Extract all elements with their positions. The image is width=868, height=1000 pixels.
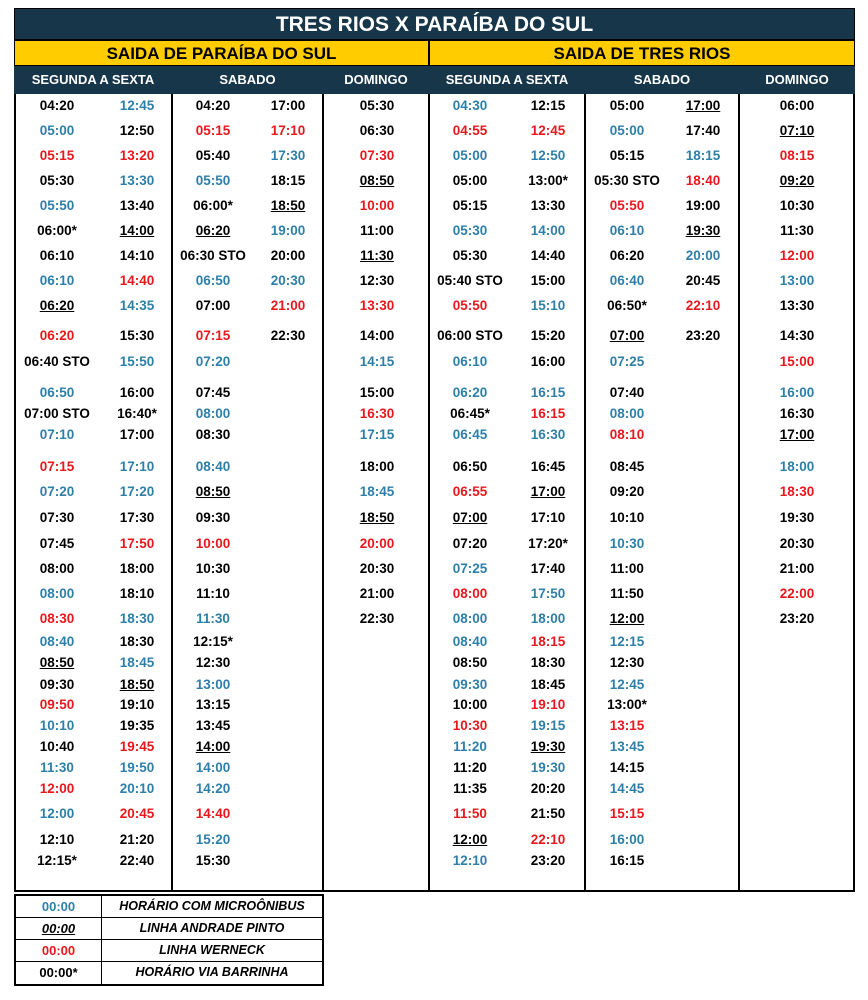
departure-time: 12:50 <box>119 123 155 138</box>
departure-time: 19:15 <box>530 718 566 733</box>
departure-time: 05:15 <box>39 148 75 163</box>
departure-time: 05:50 <box>39 198 75 213</box>
departure-time: 14:00 <box>195 760 231 775</box>
departure-time: 07:45 <box>195 385 231 400</box>
departure-time: 08:00 <box>609 406 645 421</box>
departure-time: 11:30 <box>780 223 814 238</box>
departure-time: 08:50 <box>359 173 395 188</box>
departure-time: 14:10 <box>119 248 155 263</box>
departure-time: 06:30 <box>359 123 395 138</box>
departure-time: 20:30 <box>779 536 815 551</box>
legend <box>14 894 324 986</box>
departure-time: 20:00 <box>359 536 395 551</box>
departure-time: 08:00 <box>195 406 231 421</box>
departure-time: 18:15 <box>270 173 306 188</box>
departure-time: 11:30 <box>360 248 394 263</box>
departure-time: 18:00 <box>779 459 815 474</box>
departure-time: 06:10 <box>39 273 75 288</box>
departure-time: 10:40 <box>39 739 75 754</box>
departure-time: 11:30 <box>196 611 230 626</box>
departure-time: 18:50 <box>270 198 306 213</box>
departure-time: 17:00 <box>779 427 815 442</box>
departure-time: 06:45 <box>452 427 488 442</box>
legend-symbol: 00:00 <box>16 940 102 961</box>
departure-time: 05:50 <box>195 173 231 188</box>
departure-time: 05:30 STO <box>594 173 660 188</box>
departure-time: 08:40 <box>195 459 231 474</box>
departure-time: 05:00 <box>609 123 645 138</box>
departure-time: 10:10 <box>609 510 645 525</box>
departure-time: 19:00 <box>685 198 721 213</box>
departure-time: 14:00 <box>119 223 155 238</box>
departure-time: 05:30 <box>359 98 395 113</box>
departure-time: 19:30 <box>779 510 815 525</box>
departure-time: 10:30 <box>452 718 488 733</box>
departure-time: 16:40* <box>117 406 157 421</box>
departure-time: 17:00 <box>119 427 155 442</box>
departure-time: 21:00 <box>270 298 306 313</box>
departure-time: 10:00 <box>452 697 488 712</box>
departure-time: 12:50 <box>530 148 566 163</box>
departure-time: 14:40 <box>530 248 566 263</box>
departure-time: 04:30 <box>452 98 488 113</box>
departure-time: 15:50 <box>119 354 155 369</box>
departure-time: 18:30 <box>119 634 155 649</box>
departure-time: 15:15 <box>609 806 645 821</box>
departure-time: 18:10 <box>119 586 155 601</box>
legend-row <box>16 940 322 962</box>
departure-time: 06:00* <box>193 198 233 213</box>
departure-time: 08:00 <box>452 586 488 601</box>
departure-time: 21:20 <box>119 832 155 847</box>
departure-time: 15:30 <box>119 328 155 343</box>
departure-time: 14:00 <box>530 223 566 238</box>
departure-time: 19:10 <box>119 697 155 712</box>
departure-time: 16:00 <box>609 832 645 847</box>
departure-time: 16:00 <box>530 354 566 369</box>
departure-time: 05:30 <box>39 173 75 188</box>
departure-time: 17:30 <box>119 510 155 525</box>
departure-time: 23:20 <box>685 328 721 343</box>
departure-time: 09:30 <box>452 677 488 692</box>
departure-time: 12:30 <box>195 655 231 670</box>
departure-time: 07:00 STO <box>24 406 90 421</box>
departure-time: 12:00 <box>779 248 815 263</box>
departure-time: 11:10 <box>196 586 230 601</box>
departure-time: 06:50 <box>452 459 488 474</box>
departure-time: 20:20 <box>530 781 566 796</box>
departure-time: 07:10 <box>779 123 815 138</box>
departure-time: 13:30 <box>359 298 395 313</box>
departure-time: 15:20 <box>195 832 231 847</box>
departure-time: 22:40 <box>119 853 155 868</box>
departure-time: 14:00 <box>195 739 231 754</box>
departure-time: 06:20 <box>39 298 75 313</box>
departure-time: 10:30 <box>195 561 231 576</box>
departure-time: 22:30 <box>270 328 306 343</box>
departure-time: 05:00 <box>609 98 645 113</box>
departure-time: 07:25 <box>452 561 488 576</box>
departure-time: 18:30 <box>119 611 155 626</box>
departure-time: 13:00* <box>607 697 647 712</box>
day-header-weekday-tres-rios: SEGUNDA A SEXTA <box>429 66 585 94</box>
departure-time: 15:30 <box>195 853 231 868</box>
departure-time: 22:00 <box>779 586 815 601</box>
departure-time: 05:15 <box>195 123 231 138</box>
departure-time: 17:40 <box>530 561 566 576</box>
legend-symbol: 00:00 <box>16 896 102 917</box>
departure-time: 16:15 <box>609 853 645 868</box>
departure-time: 06:00 STO <box>437 328 503 343</box>
departure-time: 13:15 <box>609 718 645 733</box>
legend-text: LINHA WERNECK <box>159 943 265 957</box>
departure-time: 20:45 <box>119 806 155 821</box>
departure-time: 07:00 <box>195 298 231 313</box>
departure-time: 05:00 <box>452 173 488 188</box>
departure-time: 17:15 <box>359 427 395 442</box>
departure-time: 12:00 <box>39 806 75 821</box>
departure-time: 21:50 <box>530 806 566 821</box>
departure-time: 14:40 <box>195 806 231 821</box>
departure-time: 17:00 <box>270 98 306 113</box>
departure-time: 14:35 <box>119 298 155 313</box>
legend-row <box>16 896 322 918</box>
departure-time: 21:00 <box>779 561 815 576</box>
departure-time: 16:15 <box>530 385 566 400</box>
departure-time: 14:15 <box>359 354 395 369</box>
departure-time: 12:10 <box>452 853 488 868</box>
legend-text: HORÁRIO COM MICROÔNIBUS <box>119 899 305 913</box>
departure-time: 14:40 <box>119 273 155 288</box>
departure-time: 22:10 <box>530 832 566 847</box>
departure-time: 09:20 <box>779 173 815 188</box>
departure-time: 04:20 <box>39 98 75 113</box>
departure-time: 05:50 <box>609 198 645 213</box>
departure-time: 18:00 <box>119 561 155 576</box>
departure-time: 07:40 <box>609 385 645 400</box>
departure-time: 16:30 <box>779 406 815 421</box>
departure-time: 16:45 <box>530 459 566 474</box>
departure-time: 06:10 <box>39 248 75 263</box>
departure-time: 06:00 <box>779 98 815 113</box>
day-header-saturday-tres-rios: SABADO <box>585 66 739 94</box>
departure-time: 14:20 <box>195 781 231 796</box>
departure-time: 13:00 <box>195 677 231 692</box>
departure-time: 10:30 <box>609 536 645 551</box>
departure-time: 11:20 <box>453 739 487 754</box>
departure-time: 07:00 <box>609 328 645 343</box>
departure-time: 13:00* <box>528 173 568 188</box>
departure-time: 15:20 <box>530 328 566 343</box>
departure-time: 19:30 <box>530 760 566 775</box>
departure-time: 18:30 <box>779 484 815 499</box>
departure-time: 19:30 <box>530 739 566 754</box>
departure-time: 19:45 <box>119 739 155 754</box>
departure-time: 12:15* <box>193 634 233 649</box>
departure-time: 07:10 <box>39 427 75 442</box>
departure-time: 06:20 <box>39 328 75 343</box>
departure-time: 07:30 <box>359 148 395 163</box>
departure-time: 05:00 <box>452 148 488 163</box>
departure-time: 09:30 <box>39 677 75 692</box>
departure-time: 19:30 <box>685 223 721 238</box>
departure-time: 19:10 <box>530 697 566 712</box>
departure-time: 10:00 <box>195 536 231 551</box>
departure-time: 17:10 <box>119 459 155 474</box>
departure-time: 17:00 <box>530 484 566 499</box>
departure-time: 11:00 <box>610 561 644 576</box>
departure-time: 06:40 STO <box>24 354 90 369</box>
departure-time: 21:00 <box>359 586 395 601</box>
departure-time: 18:45 <box>119 655 155 670</box>
departure-time: 10:00 <box>359 198 395 213</box>
departure-time: 18:50 <box>119 677 155 692</box>
departure-time: 05:40 STO <box>437 273 503 288</box>
departure-time: 12:45 <box>530 123 566 138</box>
day-header-sunday-tres-rios: DOMINGO <box>739 66 855 94</box>
departure-time: 05:30 <box>452 248 488 263</box>
departure-time: 19:35 <box>119 718 155 733</box>
departure-time: 05:30 <box>452 223 488 238</box>
departure-time: 09:30 <box>195 510 231 525</box>
departure-time: 18:15 <box>530 634 566 649</box>
departure-time: 17:20 <box>119 484 155 499</box>
departure-time: 07:20 <box>39 484 75 499</box>
departure-time: 20:30 <box>359 561 395 576</box>
departure-time: 19:50 <box>119 760 155 775</box>
departure-time: 07:20 <box>452 536 488 551</box>
departure-time: 17:50 <box>530 586 566 601</box>
departure-time: 16:30 <box>359 406 395 421</box>
departure-time: 08:30 <box>39 611 75 626</box>
legend-symbol: 00:00* <box>16 962 102 984</box>
departure-time: 08:40 <box>39 634 75 649</box>
departure-time: 08:50 <box>195 484 231 499</box>
section-heading-paraiba: SAIDA DE PARAÍBA DO SUL <box>14 40 429 66</box>
departure-time: 08:10 <box>609 427 645 442</box>
departure-time: 11:50 <box>453 806 487 821</box>
departure-time: 14:00 <box>359 328 395 343</box>
departure-time: 07:20 <box>195 354 231 369</box>
departure-time: 10:30 <box>779 198 815 213</box>
departure-time: 12:45 <box>609 677 645 692</box>
legend-symbol: 00:00 <box>16 918 102 939</box>
departure-time: 11:35 <box>453 781 487 796</box>
departure-time: 08:00 <box>39 586 75 601</box>
departure-time: 07:25 <box>609 354 645 369</box>
departure-time: 06:50* <box>607 298 647 313</box>
departure-time: 08:30 <box>195 427 231 442</box>
departure-time: 06:10 <box>452 354 488 369</box>
departure-time: 05:15 <box>452 198 488 213</box>
departure-time: 06:20 <box>609 248 645 263</box>
departure-time: 20:10 <box>119 781 155 796</box>
departure-time: 14:30 <box>779 328 815 343</box>
departure-time: 18:40 <box>685 173 721 188</box>
departure-time: 13:45 <box>609 739 645 754</box>
departure-time: 06:00* <box>37 223 77 238</box>
departure-time: 17:30 <box>270 148 306 163</box>
departure-time: 17:20* <box>528 536 568 551</box>
departure-time: 12:30 <box>359 273 395 288</box>
departure-time: 05:40 <box>195 148 231 163</box>
departure-time: 11:30 <box>40 760 74 775</box>
departure-time: 20:00 <box>270 248 306 263</box>
departure-time: 08:00 <box>452 611 488 626</box>
departure-time: 06:40 <box>609 273 645 288</box>
departure-time: 13:20 <box>119 148 155 163</box>
departure-time: 11:00 <box>360 223 394 238</box>
departure-time: 15:00 <box>530 273 566 288</box>
legend-row <box>16 918 322 940</box>
departure-time: 06:20 <box>195 223 231 238</box>
departure-time: 12:00 <box>452 832 488 847</box>
departure-time: 13:30 <box>530 198 566 213</box>
departure-time: 08:50 <box>39 655 75 670</box>
departure-time: 14:15 <box>609 760 645 775</box>
departure-time: 10:10 <box>39 718 75 733</box>
day-header-saturday-paraiba: SABADO <box>172 66 323 94</box>
departure-time: 19:00 <box>270 223 306 238</box>
departure-time: 04:55 <box>452 123 488 138</box>
departure-time: 12:00 <box>39 781 75 796</box>
departure-time: 17:00 <box>685 98 721 113</box>
departure-time: 04:20 <box>195 98 231 113</box>
departure-time: 23:20 <box>530 853 566 868</box>
departure-time: 05:00 <box>39 123 75 138</box>
departure-time: 20:45 <box>685 273 721 288</box>
departure-time: 20:00 <box>685 248 721 263</box>
departure-time: 22:30 <box>359 611 395 626</box>
departure-time: 07:00 <box>452 510 488 525</box>
departure-time: 15:10 <box>530 298 566 313</box>
departure-time: 12:30 <box>609 655 645 670</box>
legend-text: LINHA ANDRADE PINTO <box>139 921 285 935</box>
departure-time: 06:50 <box>195 273 231 288</box>
departure-time: 12:10 <box>39 832 75 847</box>
section-heading-tres-rios: SAIDA DE TRES RIOS <box>429 40 855 66</box>
departure-time: 18:00 <box>359 459 395 474</box>
page-title: TRES RIOS X PARAÍBA DO SUL <box>14 8 855 40</box>
departure-time: 12:15 <box>609 634 645 649</box>
departure-time: 17:10 <box>270 123 306 138</box>
legend-row <box>16 962 322 984</box>
departure-time: 15:00 <box>779 354 815 369</box>
departure-time: 08:50 <box>452 655 488 670</box>
departure-time: 18:45 <box>530 677 566 692</box>
departure-time: 12:45 <box>119 98 155 113</box>
departure-time: 12:00 <box>609 611 645 626</box>
departure-time: 13:30 <box>779 298 815 313</box>
departure-time: 07:45 <box>39 536 75 551</box>
departure-time: 06:45* <box>450 406 490 421</box>
departure-time: 16:30 <box>530 427 566 442</box>
departure-time: 16:00 <box>779 385 815 400</box>
departure-time: 05:15 <box>609 148 645 163</box>
departure-time: 06:20 <box>452 385 488 400</box>
departure-time: 20:30 <box>270 273 306 288</box>
departure-time: 13:45 <box>195 718 231 733</box>
departure-time: 11:20 <box>453 760 487 775</box>
departure-time: 18:00 <box>530 611 566 626</box>
departure-time: 17:50 <box>119 536 155 551</box>
day-header-sunday-paraiba: DOMINGO <box>323 66 429 94</box>
departure-time: 08:45 <box>609 459 645 474</box>
departure-time: 06:50 <box>39 385 75 400</box>
departure-time: 18:15 <box>685 148 721 163</box>
departure-time: 18:30 <box>530 655 566 670</box>
day-header-weekday-paraiba: SEGUNDA A SEXTA <box>14 66 172 94</box>
departure-time: 05:50 <box>452 298 488 313</box>
legend-text: HORÁRIO VIA BARRINHA <box>135 965 289 979</box>
departure-time: 07:15 <box>39 459 75 474</box>
departure-time: 16:00 <box>119 385 155 400</box>
departure-time: 12:15* <box>37 853 77 868</box>
departure-time: 13:30 <box>119 173 155 188</box>
departure-time: 06:10 <box>609 223 645 238</box>
departure-time: 17:40 <box>685 123 721 138</box>
departure-time: 23:20 <box>779 611 815 626</box>
departure-time: 18:45 <box>359 484 395 499</box>
departure-time: 13:15 <box>195 697 231 712</box>
departure-time: 13:00 <box>779 273 815 288</box>
departure-time: 06:30 STO <box>180 248 246 263</box>
departure-time: 15:00 <box>359 385 395 400</box>
departure-time: 09:50 <box>39 697 75 712</box>
departure-time: 18:50 <box>359 510 395 525</box>
departure-time: 16:15 <box>530 406 566 421</box>
departure-time: 06:55 <box>452 484 488 499</box>
departure-time: 07:15 <box>195 328 231 343</box>
departure-time: 09:20 <box>609 484 645 499</box>
departure-time: 08:00 <box>39 561 75 576</box>
departure-time: 12:15 <box>530 98 566 113</box>
departure-time: 11:50 <box>610 586 644 601</box>
departure-time: 13:40 <box>119 198 155 213</box>
departure-time: 17:10 <box>530 510 566 525</box>
departure-time: 07:30 <box>39 510 75 525</box>
departure-time: 08:15 <box>779 148 815 163</box>
departure-time: 22:10 <box>685 298 721 313</box>
departure-time: 14:45 <box>609 781 645 796</box>
departure-time: 08:40 <box>452 634 488 649</box>
